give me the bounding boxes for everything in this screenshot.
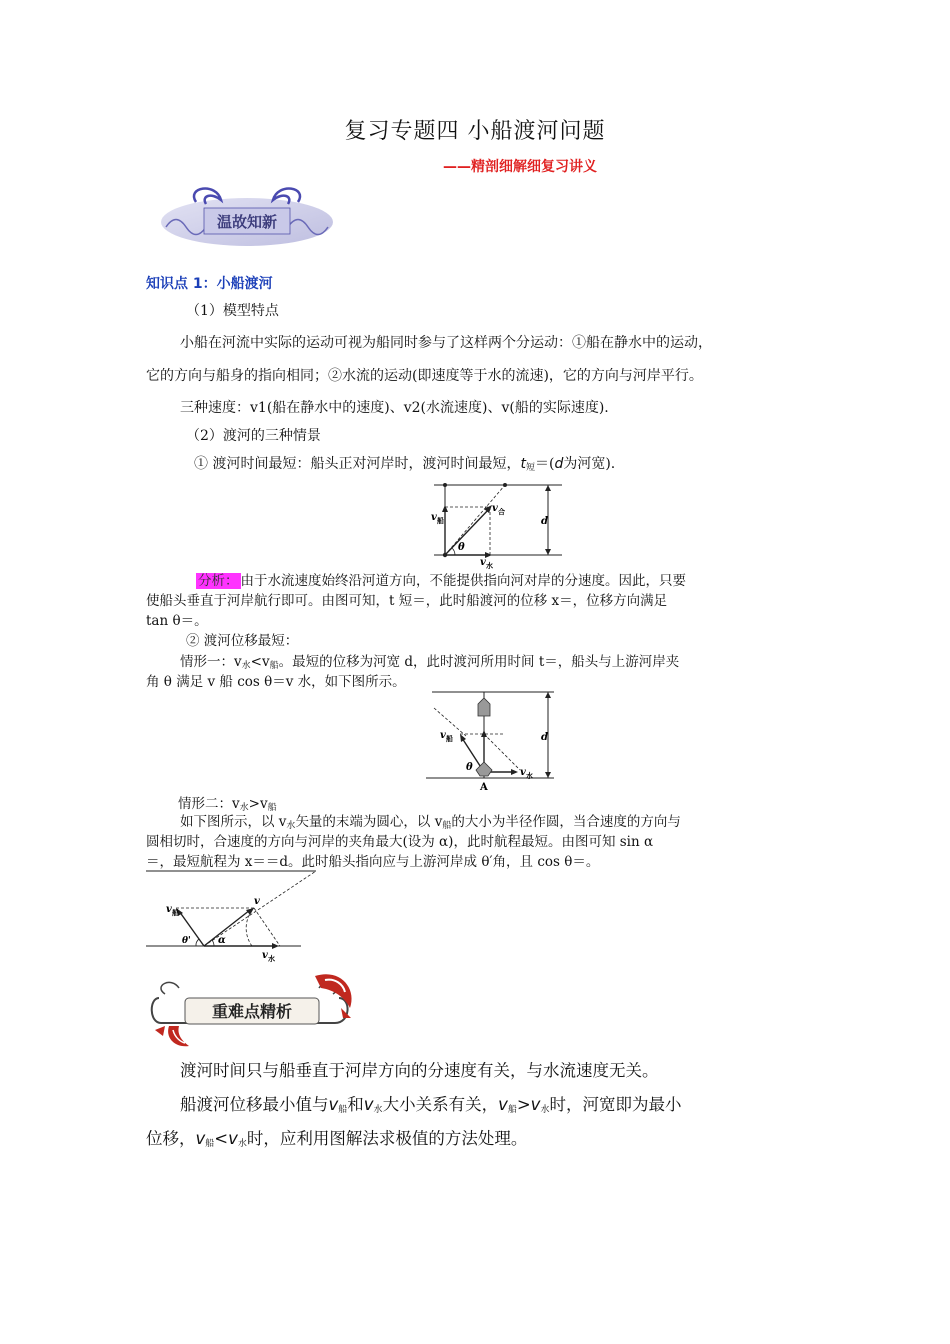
case-shortest-displacement: ② 渡河位移最短： — [186, 633, 299, 649]
analysis-line: 分析： 由于水流速度始终沿河道方向，不能提供指向河对岸的分速度。因此，只要 — [198, 573, 686, 589]
paragraph-speeds: 三种速度：v1(船在静水中的速度)、v2(水流速度)、v(船的实际速度). — [180, 400, 609, 416]
svg-text:θ: θ — [466, 762, 473, 773]
svg-text:v: v — [480, 557, 486, 568]
diagram-situation-two — [146, 866, 326, 962]
situation-two-line2: 圆相切时，合速度的方向与河岸的夹角最大(设为 α)，此时航程最短。由图可知 sin α — [146, 834, 654, 850]
svg-text:水: 水 — [526, 771, 533, 780]
svg-text:v: v — [440, 730, 446, 741]
svg-text:水: 水 — [268, 954, 275, 963]
svg-text:水: 水 — [486, 561, 493, 570]
svg-text:v: v — [431, 512, 437, 523]
situation-two: 情形二：$v_水>v_船$ — [178, 796, 277, 813]
analysis-label: 分析： — [198, 573, 239, 589]
situation-one-line2: 角 θ 满足 v 船 cos θ＝v 水，如下图所示。 — [146, 674, 406, 690]
section-heading: 知识点 1：小船渡河 — [146, 276, 273, 292]
svg-text:船: 船 — [172, 908, 179, 917]
svg-text:d: d — [541, 516, 548, 527]
svg-text:合: 合 — [498, 507, 505, 516]
svg-text:船: 船 — [446, 734, 453, 743]
case-shortest-time: ① 渡河时间最短：船头正对河岸时，渡河时间最短，$t_短=(d$为河宽). — [194, 456, 616, 473]
svg-text:A: A — [480, 782, 488, 793]
item-model: （1）模型特点 — [186, 303, 279, 319]
svg-text:θ: θ — [458, 542, 465, 553]
paragraph-line: 它的方向与船身的指向相同；②水流的运动(即速度等于水的流速)，它的方向与河岸平行。 — [146, 368, 703, 384]
koi-fish-icon — [145, 968, 357, 1048]
situation-two-line1: 如下图所示，以 $v_水$矢量的末端为圆心，以 $v_船$的大小为半径作圆，当合速度的方向与 — [180, 814, 681, 831]
svg-text:d: d — [541, 732, 548, 743]
paragraph-line: 小船在河流中实际的运动可视为船同时参与了这样两个分运动：①船在静水中的运动， — [180, 335, 712, 351]
situation-one: 情形一：$v_水<v_船$。最短的位移为河宽 d，此时渡河所用时间 t＝，船头与上游河岸夹 — [180, 654, 680, 671]
page-title: 复习专题四 小船渡河问题 — [344, 119, 606, 144]
ornament-icon — [156, 182, 338, 252]
key-point-line: 船渡河位移最小值与$v_船$和$v_水$大小关系有关，$v_船>v_水$时，河宽即为最小 — [180, 1095, 682, 1115]
analysis-line: 使船头垂直于河岸航行即可。由图可知，t 短＝，此时船渡河的位移 x＝，位移方向满足 — [146, 593, 668, 609]
svg-text:v: v — [166, 904, 172, 915]
banner-key-points-text: 重难点精析 — [211, 1002, 293, 1021]
svg-text:v: v — [254, 896, 260, 907]
key-point-line: 位移，$v_船<v_水$时，应利用图解法求极值的方法处理。 — [146, 1129, 528, 1149]
svg-text:v: v — [520, 767, 526, 778]
diagram-shortest-time — [424, 478, 564, 570]
banner-review-text: 温故知新 — [216, 213, 278, 231]
analysis-line: tan θ＝。 — [146, 613, 208, 629]
svg-text:α: α — [218, 935, 226, 946]
situation-two-line3: ＝，最短航程为 x＝＝d。此时船头指向应与上游河岸成 θ′角，且 cos θ＝。 — [146, 854, 600, 870]
svg-text:v: v — [262, 950, 268, 961]
banner-review — [156, 182, 338, 252]
diagram-situation-one — [424, 690, 564, 794]
page-subtitle: ——精剖细解细复习讲义 — [443, 159, 597, 175]
svg-text:θ': θ' — [182, 936, 191, 946]
svg-text:船: 船 — [437, 516, 444, 525]
key-point-line: 渡河时间只与船垂直于河岸方向的分速度有关，与水流速度无关。 — [180, 1061, 659, 1080]
banner-key-points — [145, 968, 357, 1048]
item-scenarios: （2）渡河的三种情景 — [186, 428, 321, 444]
svg-text:v: v — [492, 503, 498, 514]
